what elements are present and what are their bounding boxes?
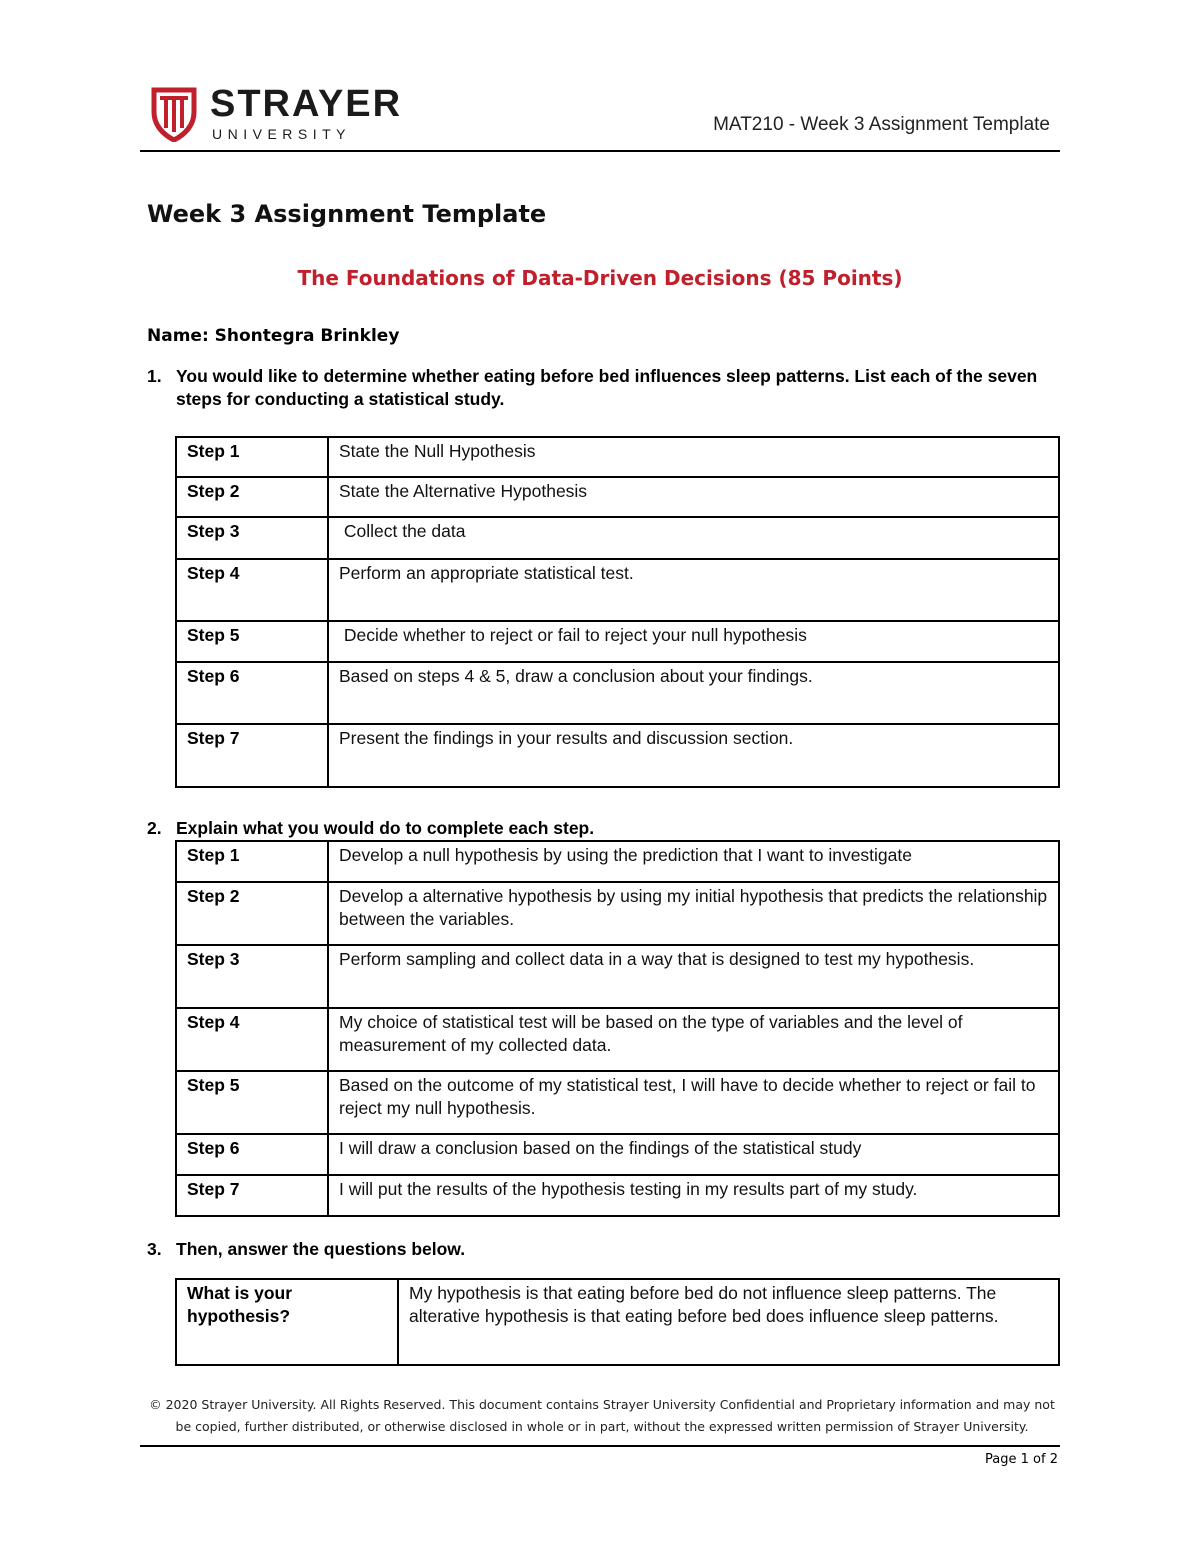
step-value: Present the findings in your results and discussion section. [328, 724, 1059, 787]
strayer-shield-logo-icon [150, 86, 198, 147]
step-label: Step 6 [176, 662, 328, 724]
step-label: Step 4 [176, 559, 328, 621]
steps-table [175, 436, 1060, 788]
step-label: Step 4 [176, 1008, 328, 1071]
step-label: Step 3 [176, 517, 328, 559]
page-subtitle: The Foundations of Data-Driven Decisions (85 Points) [297, 266, 903, 290]
question-text: You would like to determine whether eating before bed influences sleep patterns. List each of the seven steps for conducting a statistical study. [176, 366, 1038, 409]
question-3 [147, 1238, 1056, 1261]
step-value: Based on the outcome of my statistical test, I will have to decide whether to reject or fail to reject my null hypothesis. [328, 1071, 1059, 1134]
table-row [176, 1071, 1059, 1134]
table-row [176, 841, 1059, 882]
step-value: Develop a alternative hypothesis by using my initial hypothesis that predicts the relationship between the variables. [328, 882, 1059, 945]
page-header [140, 78, 1060, 152]
step-value: State the Alternative Hypothesis [328, 477, 1059, 517]
step-label: Step 2 [176, 477, 328, 517]
question-text: Then, answer the questions below. [176, 1239, 466, 1259]
table-row [176, 945, 1059, 1008]
question-text: Explain what you would do to complete each step. [176, 818, 595, 838]
step-label: Step 1 [176, 437, 328, 477]
step-label: Step 6 [176, 1134, 328, 1175]
question-number: 2. [147, 818, 162, 838]
step-value: Perform an appropriate statistical test. [328, 559, 1059, 621]
footer-divider [140, 1445, 1060, 1447]
step-label: Step 7 [176, 724, 328, 787]
step-value: State the Null Hypothesis [328, 437, 1059, 477]
table-row [176, 882, 1059, 945]
step-label: Step 2 [176, 882, 328, 945]
step-label: Step 5 [176, 1071, 328, 1134]
copyright-notice: © 2020 Strayer University. All Rights Reserved. This document contains Strayer University Confidential and Proprietary information and may not be copied, further distributed, or otherwise disclosed in whole or in part, without the expressed written permission of Strayer University. [149, 1397, 1055, 1434]
table-row [176, 1175, 1059, 1216]
question-1 [147, 365, 1056, 411]
step-value: I will draw a conclusion based on the findings of the statistical study [328, 1134, 1059, 1175]
table-row [176, 1134, 1059, 1175]
step-label: Step 5 [176, 621, 328, 662]
step-value: My choice of statistical test will be based on the type of variables and the level of measurement of my collected data. [328, 1008, 1059, 1071]
table-row [176, 559, 1059, 621]
step-value: Based on steps 4 & 5, draw a conclusion about your findings. [328, 662, 1059, 724]
step-label: Step 7 [176, 1175, 328, 1216]
step-value: Develop a null hypothesis by using the prediction that I want to investigate [328, 841, 1059, 882]
brand-subtitle: UNIVERSITY [212, 126, 352, 142]
page-number: Page 1 of 2 [985, 1452, 1058, 1467]
step-label: Step 1 [176, 841, 328, 882]
brand-name: STRAYER [210, 83, 403, 125]
table-row [176, 662, 1059, 724]
hypothesis-answer: My hypothesis is that eating before bed do not influence sleep patterns. The alterative hypothesis is that eating before bed does influence sleep patterns. [398, 1279, 1059, 1365]
table-row [176, 621, 1059, 662]
question-number: 3. [147, 1239, 162, 1259]
step-value: Decide whether to reject or fail to reject your null hypothesis [328, 621, 1059, 662]
step-label: Step 3 [176, 945, 328, 1008]
step-value: Collect the data [328, 517, 1059, 559]
page-title: Week 3 Assignment Template [147, 200, 547, 228]
step-value: I will put the results of the hypothesis testing in my results part of my study. [328, 1175, 1059, 1216]
question-number: 1. [147, 366, 162, 386]
question-2 [147, 817, 1056, 840]
table-row [176, 1279, 1059, 1365]
table-row [176, 437, 1059, 477]
table-row [176, 724, 1059, 787]
hypothesis-table [175, 1278, 1060, 1366]
student-name: Name: Shontegra Brinkley [147, 326, 400, 346]
step-explanations-table [175, 840, 1060, 1217]
table-row [176, 517, 1059, 559]
table-row [176, 1008, 1059, 1071]
table-row [176, 477, 1059, 517]
hypothesis-question: What is your hypothesis? [176, 1279, 398, 1365]
step-value: Perform sampling and collect data in a way that is designed to test my hypothesis. [328, 945, 1059, 1008]
document-header-title: MAT210 - Week 3 Assignment Template [713, 114, 1050, 135]
